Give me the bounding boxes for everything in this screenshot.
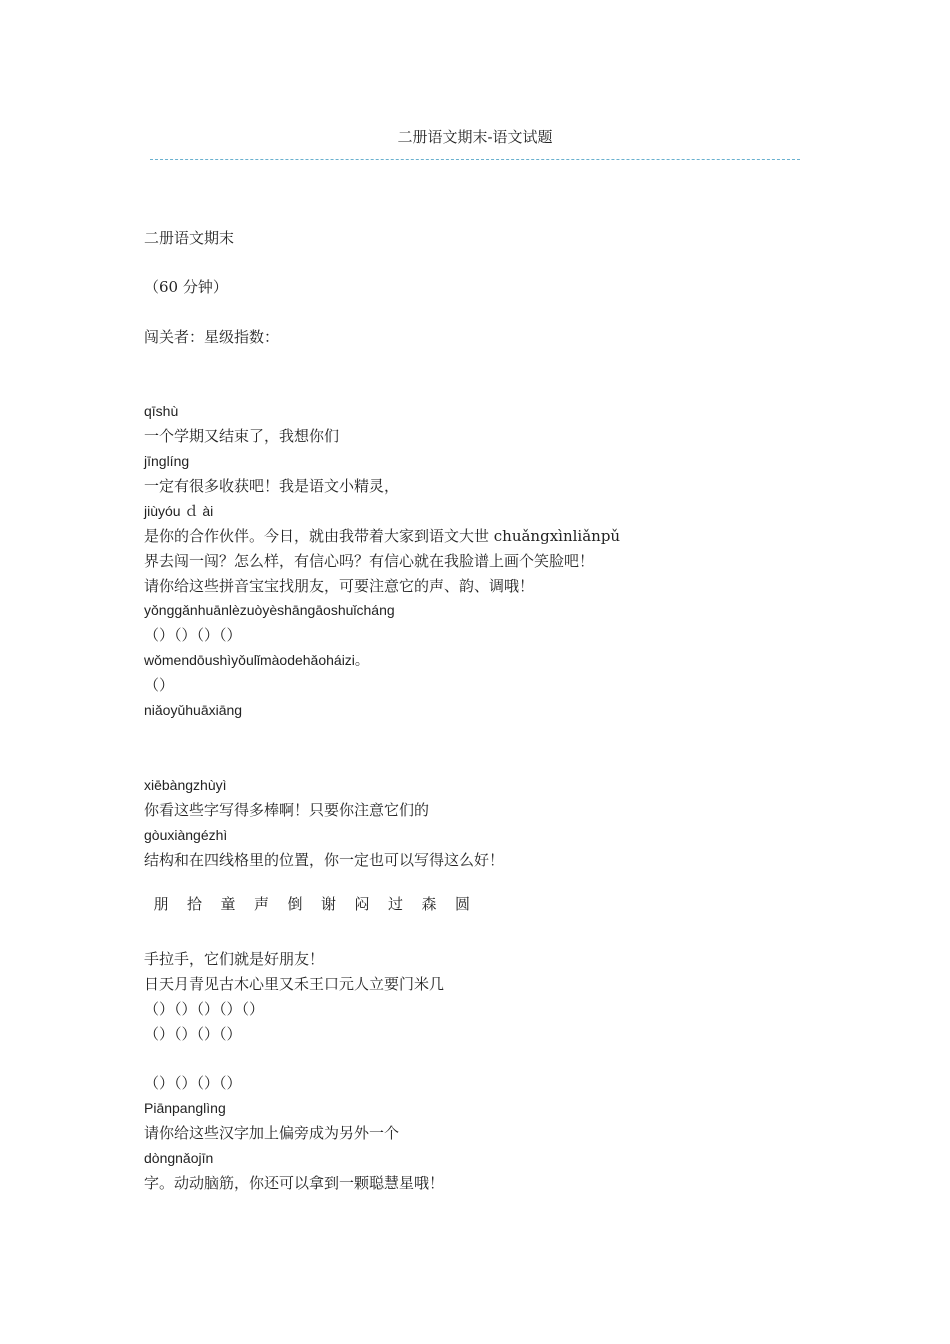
answer-blanks: （）（）（）（） (144, 1074, 242, 1092)
character: 童 (220, 895, 236, 913)
character-row (144, 874, 489, 914)
answer-blanks: （）（）（）（） (144, 1025, 242, 1043)
pinyin-line: qīshù (144, 403, 179, 419)
answer-blanks: （）（）（）（）（） (144, 1000, 265, 1018)
header-divider (150, 159, 800, 160)
text-line: 界去闯一闯？怎么样，有信心吗？有信心就在我脸谱上画个笑脸吧！ (144, 552, 595, 570)
text-line: 字。动动脑筋，你还可以拿到一颗聪慧星哦！ (144, 1174, 445, 1192)
character: 森 (421, 895, 437, 913)
character: 闷 (354, 895, 370, 913)
text-line: 一定有很多收获吧！我是语文小精灵， (144, 477, 400, 495)
text-line: 一个学期又结束了，我想你们 (144, 427, 340, 445)
character: 朋 (153, 895, 169, 913)
document-header-title: 二册语文期末-语文试题 (397, 128, 553, 146)
pinyin-line: yǒnggǎnhuānlèzuòyèshāngāoshuǐcháng (144, 602, 395, 618)
pinyin-line: jiùyóu ｄ ài (144, 503, 214, 519)
pinyin-line: xiēbàngzhùyì (144, 777, 227, 793)
document-title: 二册语文期末 (144, 229, 235, 247)
pinyin-line: niǎoyǔhuāxiāng (144, 702, 243, 718)
instruction-line: 请你给这些拼音宝宝找朋友，可要注意它的声、韵、调哦！ (144, 577, 535, 595)
time-limit: （60 分钟） (144, 278, 228, 296)
character: 倒 (287, 895, 303, 913)
text-line: 日天月青见古木心里又禾王口元人立要门米几 (144, 975, 445, 993)
pinyin-line: wǒmendōushìyǒulǐmàodehǎoháizi。 (144, 652, 369, 668)
pinyin-line: gòuxiàngézhì (144, 827, 228, 843)
character: 过 (388, 895, 404, 913)
text-line: 你看这些字写得多棒啊！只要你注意它们的 (144, 801, 430, 819)
character: 谢 (321, 895, 337, 913)
pinyin-line: Piānpanglìng (144, 1100, 226, 1116)
pinyin-line: jīnglíng (144, 453, 190, 469)
text-line: 手拉手，它们就是好朋友！ (144, 950, 325, 968)
character: 拾 (187, 895, 203, 913)
text-line: 结构和在四线格里的位置，你一定也可以写得这么好！ (144, 851, 505, 869)
answer-blanks: （） (144, 676, 175, 694)
character: 圆 (455, 895, 471, 913)
text-line: 请你给这些汉字加上偏旁成为另外一个 (144, 1124, 400, 1142)
answer-blanks: （）（）（）（） (144, 626, 242, 644)
text-line: 是你的合作伙伴。今日，就由我带着大家到语文大世 chuǎngxìnliǎnpǔ (144, 527, 621, 545)
character: 声 (254, 895, 270, 913)
player-info: 闯关者：星级指数： (144, 328, 280, 346)
pinyin-line: dòngnǎojīn (144, 1150, 214, 1166)
